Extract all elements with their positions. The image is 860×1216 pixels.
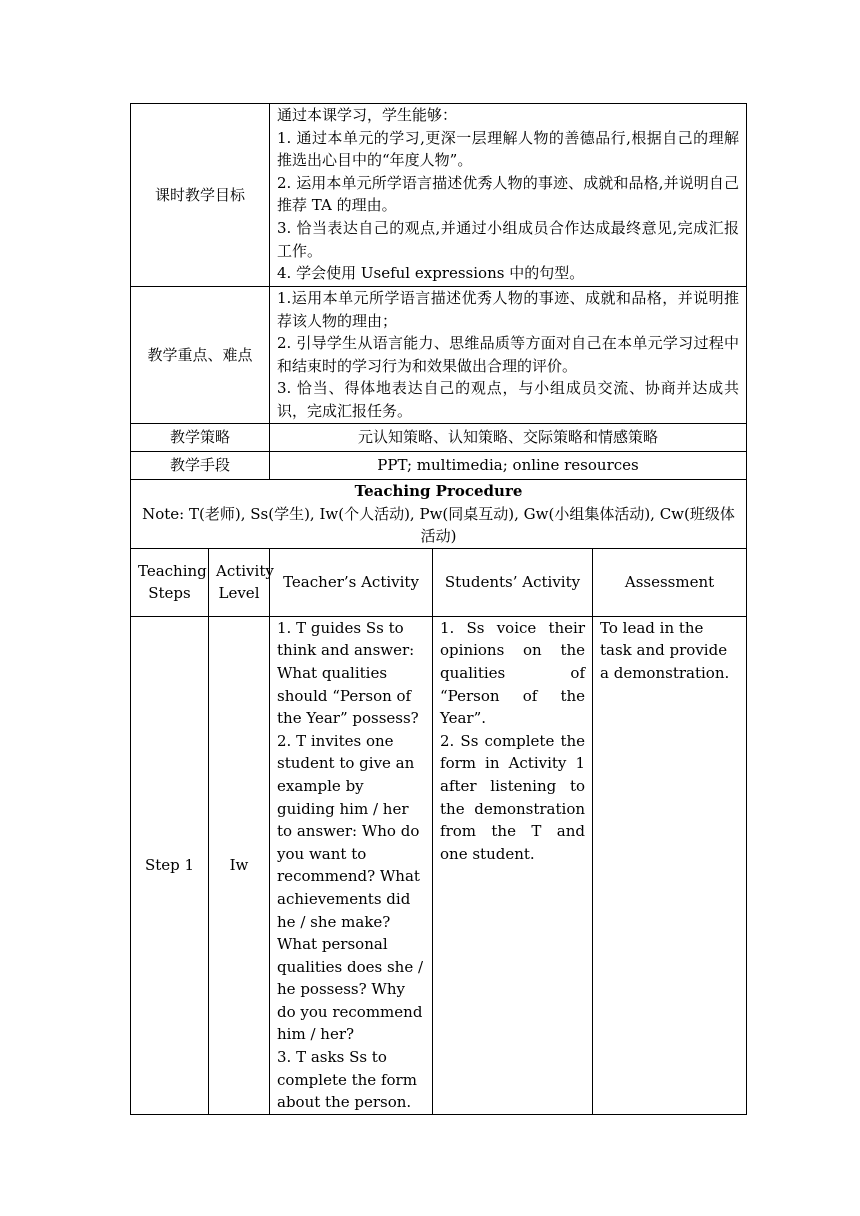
column-header-level: Activity Level — [209, 548, 270, 616]
level-cell: Iw — [209, 616, 270, 1114]
teacher-activity-item: 1. T guides Ss to think and answer: What qualities should “Person of the Year” possess? — [277, 618, 419, 728]
lesson-plan-document — [130, 103, 746, 1115]
key-points-label: 教学重点、难点 — [131, 287, 270, 424]
key-points-line: 3. 恰当、得体地表达自己的观点，与小组成员交流、协商并达成共识，完成汇报任务。 — [277, 379, 740, 420]
procedure-row-step-1 — [131, 616, 747, 1114]
key-points-line: 2. 引导学生从语言能力、思维品质等方面对自己在本单元学习过程中和结束时的学习行为和效果做出合理的评价。 — [277, 334, 740, 375]
lesson-plan-table — [130, 103, 747, 1115]
objectives-line: 4. 学会使用 Useful expressions 中的句型。 — [277, 264, 585, 283]
objectives-line: 3. 恰当表达自己的观点,并通过小组成员合作达成最终意见,完成汇报工作。 — [277, 218, 740, 260]
teacher-activity-cell — [270, 616, 433, 1114]
teacher-activity-item: 2. T invites one student to give an example by guiding him / her to answer: Who do you want to recommend? What achievements did he / she make? What personal qualities does she / he possess? Why do you recommend him / her? — [277, 731, 424, 1044]
means-row — [131, 452, 747, 480]
column-header-steps: Teaching Steps — [131, 548, 209, 616]
objectives-line: 通过本课学习，学生能够： — [277, 106, 458, 124]
students-activity-item: 1. Ss voice their opinions on the qualities of “Person of the Year”. — [440, 618, 586, 728]
teacher-activity-item: 3. T asks Ss to complete the form about the person. — [277, 1048, 417, 1112]
assessment-cell: To lead in the task and provide a demonstration. — [593, 616, 747, 1114]
procedure-header-row — [131, 480, 747, 549]
column-header-assessment: Assessment — [593, 548, 747, 616]
means-value: PPT; multimedia; online resources — [270, 452, 747, 480]
column-header-teacher: Teacher’s Activity — [270, 548, 433, 616]
key-points-line: 1.运用本单元所学语言描述优秀人物的事迹、成就和品格，并说明推荐该人物的理由； — [277, 289, 740, 330]
objectives-line: 2. 运用本单元所学语言描述优秀人物的事迹、成就和品格,并说明自己推荐 TA 的理由。 — [277, 173, 740, 215]
key-points-content — [270, 287, 747, 424]
objectives-line: 1. 通过本单元的学习,更深一层理解人物的善德品行,根据自己的理解推选出心目中的“年度人物”。 — [277, 128, 740, 170]
procedure-header — [131, 480, 747, 549]
column-header-students: Students’ Activity — [433, 548, 593, 616]
procedure-note: Note: T(老师), Ss(学生), Iw(个人活动), Pw(同桌互动), Gw(小组集体活动), Cw(班级体活动) — [142, 504, 735, 546]
strategy-label: 教学策略 — [131, 424, 270, 452]
strategy-row — [131, 424, 747, 452]
procedure-title: Teaching Procedure — [354, 482, 523, 500]
key-points-row — [131, 287, 747, 424]
students-activity-item: 2. Ss complete the form in Activity 1 after listening to the demonstration from the T and one student. — [440, 731, 586, 863]
objectives-label: 课时教学目标 — [131, 104, 270, 287]
step-cell: Step 1 — [131, 616, 209, 1114]
column-header-row — [131, 548, 747, 616]
objectives-content — [270, 104, 747, 287]
strategy-value: 元认知策略、认知策略、交际策略和情感策略 — [270, 424, 747, 452]
objectives-row — [131, 104, 747, 287]
students-activity-cell — [433, 616, 593, 1114]
means-label: 教学手段 — [131, 452, 270, 480]
